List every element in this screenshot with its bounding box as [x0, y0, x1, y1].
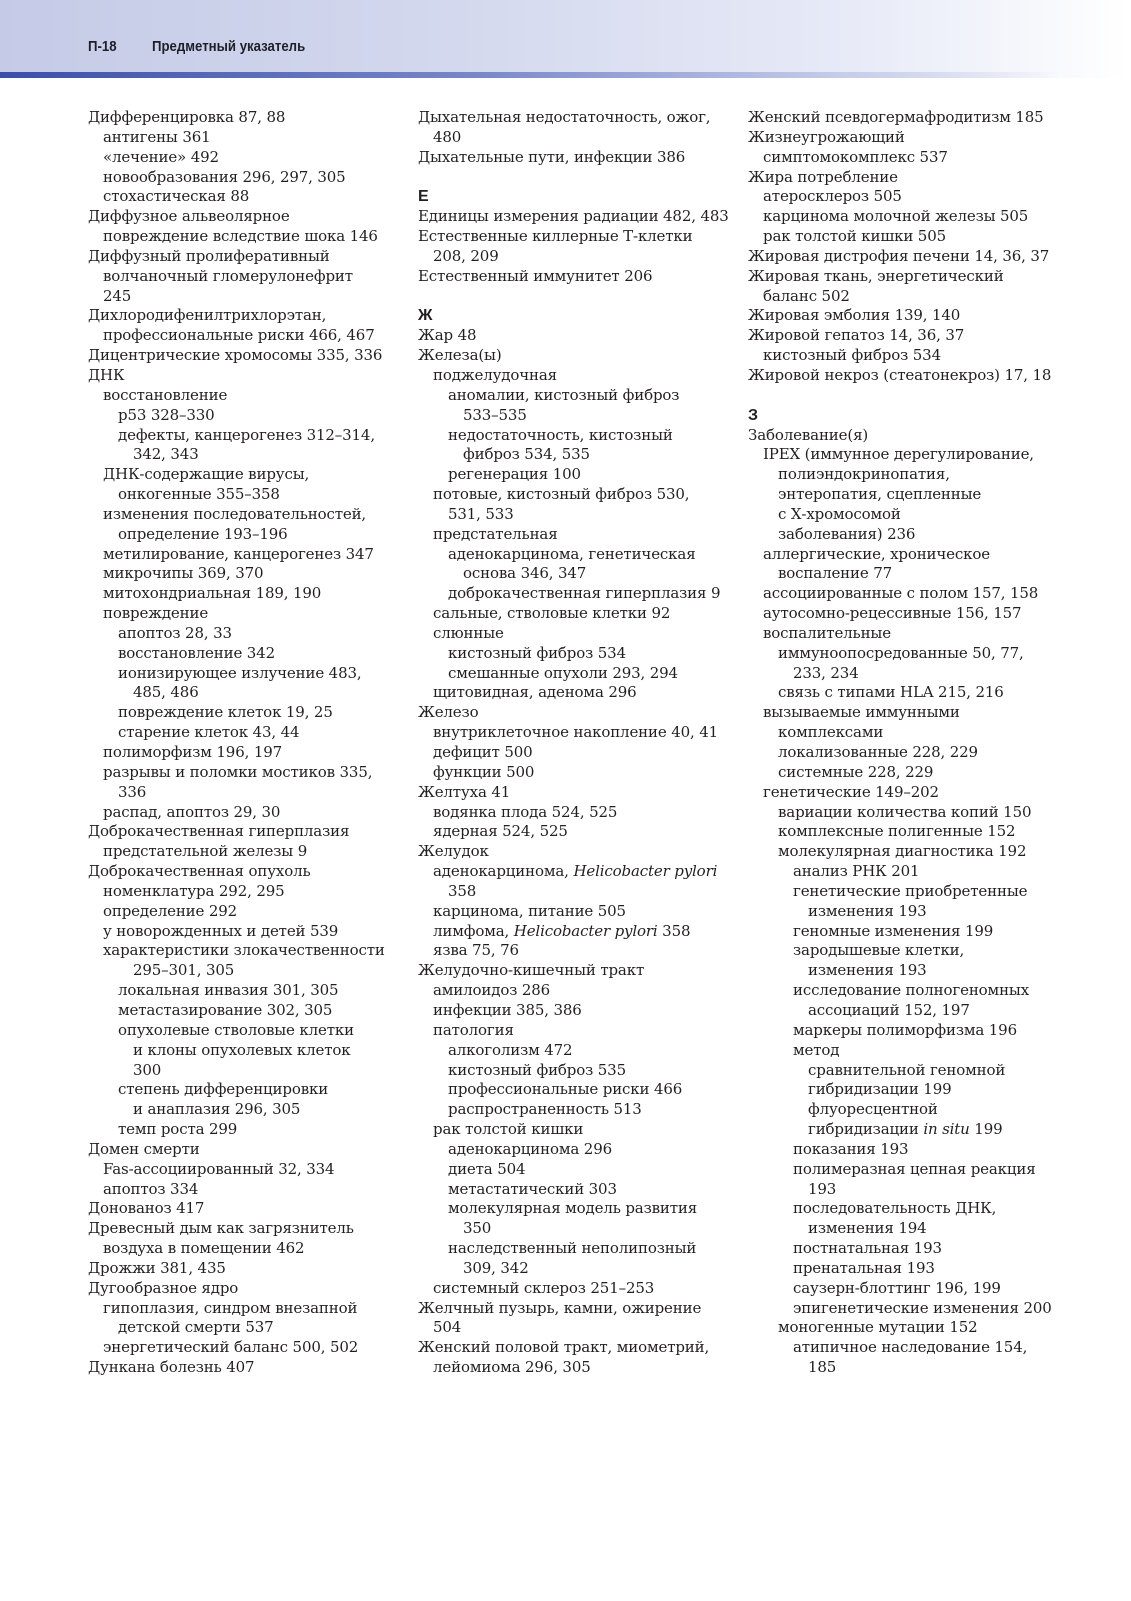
index-subentry: локализованные 228, 229	[778, 743, 978, 761]
index-subentry: 185	[808, 1358, 837, 1377]
index-subentry: 533–535	[463, 405, 527, 424]
index-subentry: иммуноопосредованные 50, 77,	[778, 643, 1024, 662]
index-subentry: 208, 209	[433, 246, 499, 265]
index-subentry: дефицит 500	[433, 743, 533, 761]
section-letter: Е	[418, 188, 429, 206]
index-subentry: с Х-хромосомой	[778, 504, 901, 523]
index-subentry: кистозный фиброз 534	[763, 346, 941, 365]
index-subentry: воздуха в помещении 462	[103, 1239, 305, 1258]
index-subentry: 342, 343	[133, 445, 199, 464]
index-subentry: аденокарцинома, Helicobacter pylori	[433, 862, 718, 881]
index-subentry: апоптоз 28, 33	[118, 623, 232, 642]
index-subentry: аутосомно-рецессивные 156, 157	[763, 604, 1022, 623]
index-subentry: 300	[133, 1060, 162, 1079]
index-subentry: молекулярная диагностика 192	[778, 842, 1027, 861]
index-subentry: опухолевые стволовые клетки	[118, 1020, 354, 1039]
index-subentry: лейомиома 296, 305	[433, 1358, 591, 1377]
index-subentry: IPEX (иммунное дерегулирование,	[763, 445, 1034, 464]
index-entry: ДНК	[88, 365, 125, 384]
index-subentry: аденокарцинома, генетическая	[448, 544, 696, 563]
index-entry: Железо	[418, 703, 479, 722]
index-subentry: основа 346, 347	[463, 564, 587, 583]
index-subentry: язва 75, 76	[433, 941, 519, 960]
page-number: П-18	[88, 38, 117, 55]
index-subentry: связь с типами HLA 215, 216	[778, 683, 1004, 702]
index-entry: Естественный иммунитет 206	[418, 266, 653, 285]
index-subentry: рак толстой кишки	[433, 1120, 584, 1139]
index-entry: Доброкачественная гиперплазия	[88, 822, 350, 841]
index-entry: Жировая дистрофия печени 14, 36, 37	[748, 246, 1050, 265]
index-subentry: метод	[793, 1040, 840, 1059]
index-entry: Жировая эмболия 139, 140	[748, 306, 961, 325]
index-subentry: изменения последовательностей,	[103, 504, 367, 523]
index-subentry: постнатальная 193	[793, 1239, 942, 1258]
index-subentry: патология	[433, 1020, 514, 1039]
index-subentry: карцинома молочной железы 505	[763, 207, 1029, 226]
index-subentry: митохондриальная 189, 190	[103, 584, 322, 603]
index-subentry: ДНК-содержащие вирусы,	[103, 465, 310, 484]
index-subentry: полиэндокринопатия,	[778, 465, 950, 484]
index-subentry: гипоплазия, синдром внезапной	[103, 1298, 358, 1317]
index-subentry: внутриклеточное накопление 40, 41	[433, 723, 719, 742]
index-subentry: антигены 361	[103, 127, 211, 146]
index-subentry: эпигенетические изменения 200	[793, 1298, 1052, 1317]
index-entry: Жировая ткань, энергетический	[748, 266, 1004, 285]
italic-term: in situ	[923, 1120, 970, 1139]
section-gap	[418, 168, 718, 188]
index-subentry: полиморфизм 196, 197	[103, 743, 283, 761]
italic-term: Helicobacter pylori	[573, 862, 718, 881]
index-subentry: и анаплазия 296, 305	[133, 1100, 301, 1119]
index-subentry: лимфома, Helicobacter pylori 358	[433, 921, 691, 940]
section-gap	[748, 386, 1053, 406]
index-subentry: новообразования 296, 297, 305	[103, 167, 346, 186]
index-subentry: воспалительные	[763, 623, 891, 642]
index-entry: Диффузный пролиферативный	[88, 246, 330, 265]
index-subentry: исследование полногеномных	[793, 981, 1030, 1000]
index-entry: Железа(ы)	[418, 346, 502, 365]
index-subentry: генетические приобретенные	[793, 881, 1028, 900]
index-entry: Желчный пузырь, камни, ожирение	[418, 1298, 702, 1317]
index-subentry: восстановление	[103, 385, 228, 404]
index-subentry: детской смерти 537	[118, 1318, 274, 1337]
index-subentry: последовательность ДНК,	[793, 1199, 997, 1218]
index-subentry: распад, апоптоз 29, 30	[103, 802, 281, 821]
index-subentry: маркеры полиморфизма 196	[793, 1020, 1017, 1039]
index-subentry: моногенные мутации 152	[778, 1318, 978, 1337]
index-subentry: ассоциированные с полом 157, 158	[763, 584, 1039, 603]
index-subentry: молекулярная модель развития	[448, 1199, 698, 1218]
index-subentry: 245	[103, 286, 132, 305]
index-subentry: энергетический баланс 500, 502	[103, 1338, 359, 1357]
index-subentry: амилоидоз 286	[433, 981, 551, 1000]
index-subentry: 233, 234	[793, 663, 859, 682]
index-subentry: воспаление 77	[778, 564, 892, 583]
index-subentry: недостаточность, кистозный	[448, 425, 673, 444]
index-subentry: регенерация 100	[448, 465, 581, 484]
index-subentry: разрывы и поломки мостиков 335,	[103, 762, 373, 781]
index-subentry: баланс 502	[763, 286, 850, 305]
section-gap	[418, 287, 718, 307]
index-subentry: вызываемые иммунными	[763, 703, 960, 722]
index-subentry: гибридизации 199	[808, 1080, 952, 1099]
index-entry: Дицентрические хромосомы 335, 336	[88, 346, 383, 365]
index-subentry: аномалии, кистозный фиброз	[448, 385, 680, 404]
index-subentry: изменения 193	[808, 901, 927, 920]
italic-term: Helicobacter pylori	[513, 921, 658, 940]
index-subentry: щитовидная, аденома 296	[433, 683, 637, 702]
index-column-1	[88, 108, 385, 1378]
index-subentry: определение 193–196	[118, 524, 288, 543]
index-subentry: профессиональные риски 466, 467	[103, 326, 375, 345]
index-subentry: геномные изменения 199	[793, 921, 994, 940]
running-title: Предметный указатель	[152, 38, 306, 55]
index-subentry: 358	[448, 881, 477, 900]
index-subentry: степень дифференцировки	[118, 1080, 329, 1099]
index-subentry: симптомокомплекс 537	[763, 147, 948, 166]
index-subentry: инфекции 385, 386	[433, 1000, 582, 1019]
index-entry: Дункана болезнь 407	[88, 1358, 255, 1377]
index-subentry: аллергические, хроническое	[763, 544, 990, 563]
index-subentry: наследственный неполипозный	[448, 1239, 697, 1258]
index-subentry: предстательной железы 9	[103, 842, 308, 861]
index-subentry: кистозный фиброз 535	[448, 1060, 626, 1079]
index-subentry: дефекты, канцерогенез 312–314,	[118, 425, 375, 444]
index-subentry: онкогенные 355–358	[118, 485, 280, 504]
index-subentry: саузерн-блоттинг 196, 199	[793, 1278, 1001, 1297]
index-subentry: повреждение клеток 19, 25	[118, 703, 333, 722]
page-header	[0, 0, 1131, 78]
index-subentry: Fas-ассоциированный 32, 334	[103, 1159, 335, 1178]
index-subentry: кистозный фиброз 534	[448, 643, 626, 662]
index-subentry: ядерная 524, 525	[433, 822, 568, 841]
index-subentry: диета 504	[448, 1159, 526, 1178]
index-subentry: предстательная	[433, 524, 558, 543]
index-subentry: распространенность 513	[448, 1100, 642, 1119]
index-subentry: показания 193	[793, 1139, 909, 1158]
index-subentry: заболевания) 236	[778, 524, 916, 543]
index-subentry: функции 500	[433, 762, 535, 781]
index-entry: Женский половой тракт, миометрий,	[418, 1338, 710, 1357]
index-subentry: p53 328–330	[118, 405, 215, 424]
index-subentry: сальные, стволовые клетки 92	[433, 604, 671, 623]
index-subentry: 531, 533	[448, 504, 514, 523]
index-subentry: волчаночный гломерулонефрит	[103, 266, 353, 285]
index-column-3	[748, 108, 1053, 1378]
index-entry: Жизнеугрожающий	[748, 127, 905, 146]
index-subentry: фиброз 534, 535	[463, 445, 590, 464]
index-subentry: флуоресцентной	[808, 1100, 938, 1119]
index-entry: Доброкачественная опухоль	[88, 862, 311, 881]
index-subentry: повреждение	[103, 604, 209, 623]
index-subentry: стохастическая 88	[103, 187, 250, 206]
index-subentry: определение 292	[103, 901, 238, 920]
index-subentry: характеристики злокачественности	[103, 941, 385, 960]
index-subentry: 485, 486	[133, 683, 199, 702]
index-subentry: восстановление 342	[118, 643, 275, 662]
index-entry: Жира потребление	[748, 167, 898, 186]
index-subentry: аденокарцинома 296	[448, 1139, 612, 1158]
index-entry: Дихлородифенилтрихлорэтан,	[88, 306, 327, 325]
index-subentry: метилирование, канцерогенез 347	[103, 544, 374, 563]
index-entry: Заболевание(я)	[748, 425, 869, 444]
index-subentry: локальная инвазия 301, 305	[118, 981, 339, 1000]
index-subentry: водянка плода 524, 525	[433, 802, 618, 821]
header-rule	[0, 72, 1060, 78]
index-subentry: профессиональные риски 466	[448, 1080, 683, 1099]
index-subentry: темп роста 299	[118, 1120, 238, 1139]
index-subentry: 480	[433, 127, 462, 146]
index-subentry: вариации количества копий 150	[778, 802, 1032, 821]
index-entry: Жировой гепатоз 14, 36, 37	[748, 326, 965, 345]
index-entry: Жар 48	[418, 326, 477, 345]
index-subentry: 295–301, 305	[133, 961, 235, 980]
index-entry: Дыхательная недостаточность, ожог,	[418, 108, 711, 126]
index-subentry: 504	[433, 1318, 462, 1337]
index-subentry: атеросклероз 505	[763, 187, 902, 206]
section-letter: З	[748, 406, 759, 424]
index-subentry: 350	[463, 1219, 492, 1238]
index-entry: Жировой некроз (стеатонекроз) 17, 18	[748, 365, 1052, 384]
index-entry: Женский псевдогермафродитизм 185	[748, 108, 1044, 126]
index-entry: Желудок	[418, 842, 489, 861]
index-entry: Желудочно-кишечный тракт	[418, 961, 645, 980]
index-subentry: повреждение вследствие шока 146	[103, 227, 378, 246]
index-entry: Домен смерти	[88, 1139, 200, 1158]
index-subentry: метастазирование 302, 305	[118, 1000, 333, 1019]
index-subentry: карцинома, питание 505	[433, 901, 626, 920]
index-subentry: изменения 193	[808, 961, 927, 980]
index-entry: Донованоз 417	[88, 1199, 205, 1218]
index-subentry: метастатический 303	[448, 1179, 617, 1198]
index-subentry: смешанные опухоли 293, 294	[448, 663, 678, 682]
index-entry: Дугообразное ядро	[88, 1278, 239, 1297]
index-subentry: системные 228, 229	[778, 762, 934, 781]
index-subentry: сравнительной геномной	[808, 1060, 1006, 1079]
index-subentry: ионизирующее излучение 483,	[118, 663, 362, 682]
index-entry: Древесный дым как загрязнитель	[88, 1219, 354, 1238]
index-subentry: энтеропатия, сцепленные	[778, 485, 982, 504]
section-letter: Ж	[418, 307, 433, 325]
index-entry: Дифференцировка 87, 88	[88, 108, 286, 126]
index-subentry: доброкачественная гиперплазия 9	[448, 584, 721, 603]
index-subentry: микрочипы 369, 370	[103, 564, 264, 583]
index-subentry: поджелудочная	[433, 365, 557, 384]
index-subentry: анализ РНК 201	[793, 862, 920, 881]
index-subentry: атипичное наследование 154,	[793, 1338, 1028, 1357]
index-subentry: слюнные	[433, 623, 504, 642]
index-subentry: потовые, кистозный фиброз 530,	[433, 485, 690, 504]
index-subentry: системный склероз 251–253	[433, 1278, 655, 1297]
index-entry: Желтуха 41	[418, 782, 511, 801]
index-entry: Единицы измерения радиации 482, 483	[418, 207, 729, 226]
index-entry: Дыхательные пути, инфекции 386	[418, 147, 686, 166]
index-entry: Диффузное альвеолярное	[88, 207, 290, 226]
index-subentry: зародышевые клетки,	[793, 941, 965, 960]
index-entry: Дрожжи 381, 435	[88, 1258, 226, 1277]
index-subentry: изменения 194	[808, 1219, 927, 1238]
index-subentry: и клоны опухолевых клеток	[133, 1040, 351, 1059]
index-subentry: у новорожденных и детей 539	[103, 921, 339, 940]
index-subentry: 336	[118, 782, 147, 801]
index-subentry: 193	[808, 1179, 837, 1198]
index-subentry: гибридизации in situ 199	[808, 1120, 1003, 1139]
index-entry: Естественные киллерные Т-клетки	[418, 227, 693, 246]
index-subentry: алкоголизм 472	[448, 1040, 573, 1059]
index-subentry: старение клеток 43, 44	[118, 723, 300, 742]
index-subentry: рак толстой кишки 505	[763, 227, 946, 246]
index-subentry: генетические 149–202	[763, 782, 939, 801]
index-subentry: ассоциаций 152, 197	[808, 1000, 970, 1019]
index-subentry: пренатальная 193	[793, 1258, 935, 1277]
index-subentry: комплексами	[778, 723, 884, 742]
index-subentry: апоптоз 334	[103, 1179, 199, 1198]
index-subentry: комплексные полигенные 152	[778, 822, 1016, 841]
index-subentry: полимеразная цепная реакция	[793, 1159, 1036, 1178]
index-subentry: «лечение» 492	[103, 147, 219, 166]
index-column-2	[418, 108, 729, 1378]
index-subentry: 309, 342	[463, 1258, 529, 1277]
index-subentry: номенклатура 292, 295	[103, 881, 285, 900]
